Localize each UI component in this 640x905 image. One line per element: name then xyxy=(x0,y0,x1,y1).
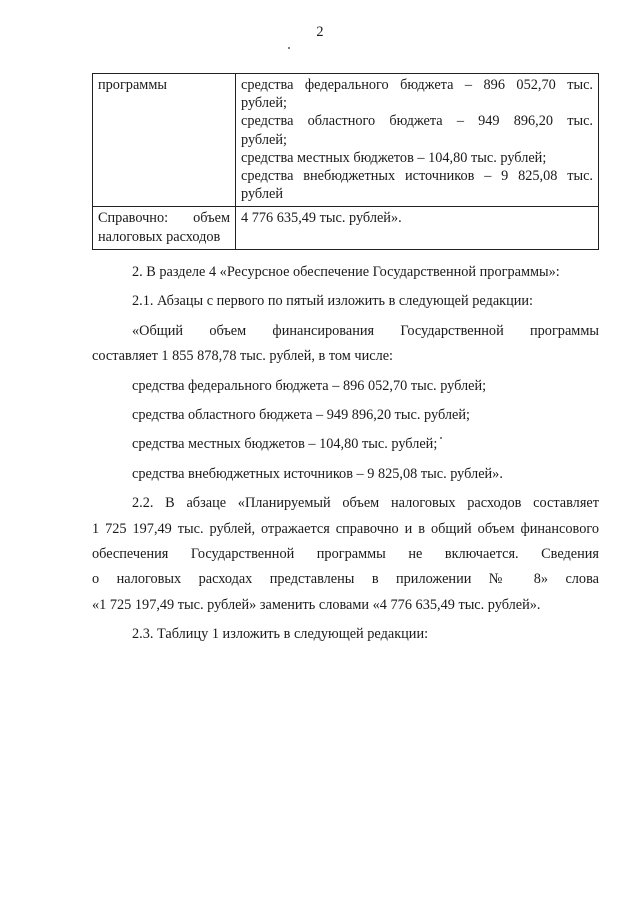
scan-speck xyxy=(288,47,290,49)
row-label-line: налоговых расходов xyxy=(98,228,221,245)
paragraph-line: 1 725 197,49 тыс. рублей, отражается справочно и в общий объем финансового xyxy=(92,520,599,537)
value-line: средства внебюджетных источников – 9 825,08 тыс. xyxy=(241,168,593,185)
paragraph: средства внебюджетных источников – 9 825,08 тыс. рублей». xyxy=(132,465,503,482)
paragraph-line: обеспечения Государственной программы не включается. Сведения xyxy=(92,546,599,563)
row-label: программы xyxy=(98,77,168,93)
paragraph: средства областного бюджета – 949 896,20 тыс. рублей; xyxy=(132,407,470,424)
paragraph: средства федерального бюджета – 896 052,70 тыс. рублей; xyxy=(132,377,487,394)
table-cell-label xyxy=(93,74,236,207)
table-cell-value xyxy=(236,74,599,207)
table-cell-value xyxy=(236,207,599,249)
paragraph-line: 2.2. В абзаце «Планируемый объем налоговых расходов составляет xyxy=(132,495,599,512)
paragraph: 2.1. Абзацы с первого по пятый изложить в следующей редакции: xyxy=(132,293,534,310)
paragraph: средства местных бюджетов – 104,80 тыс. рублей; xyxy=(132,436,438,453)
paragraph-line: «1 725 197,49 тыс. рублей» заменить словами «4 776 635,49 тыс. рублей». xyxy=(92,596,541,613)
value-line: средства федерального бюджета – 896 052,70 тыс. xyxy=(241,77,593,93)
value-line: рублей; xyxy=(241,95,287,112)
value-line: 4 776 635,49 тыс. рублей». xyxy=(241,210,402,227)
paragraph-line: «Общий объем финансирования Государственной программы xyxy=(132,322,599,339)
paragraph-line: составляет 1 855 878,78 тыс. рублей, в том числе: xyxy=(92,348,394,365)
value-line: рублей xyxy=(241,186,283,203)
value-line: рублей; xyxy=(241,131,287,148)
document-body xyxy=(92,260,599,648)
resources-table xyxy=(92,73,599,250)
table-row xyxy=(93,207,599,249)
paragraph: 2.3. Таблицу 1 изложить в следующей редакции: xyxy=(132,626,429,643)
paragraph: 2. В разделе 4 «Ресурсное обеспечение Государственной программы»: xyxy=(132,264,560,280)
row-label-line: Справочно: объем xyxy=(98,210,230,227)
table-cell-label xyxy=(93,207,236,249)
value-line: средства местных бюджетов – 104,80 тыс. рублей; xyxy=(241,149,547,166)
paragraph-line: о налоговых расходах представлены в приложении № 8» слова xyxy=(92,571,599,588)
page-number: 2 xyxy=(316,24,324,40)
table-row xyxy=(93,74,599,207)
value-line: средства областного бюджета – 949 896,20 тыс. xyxy=(241,113,593,130)
